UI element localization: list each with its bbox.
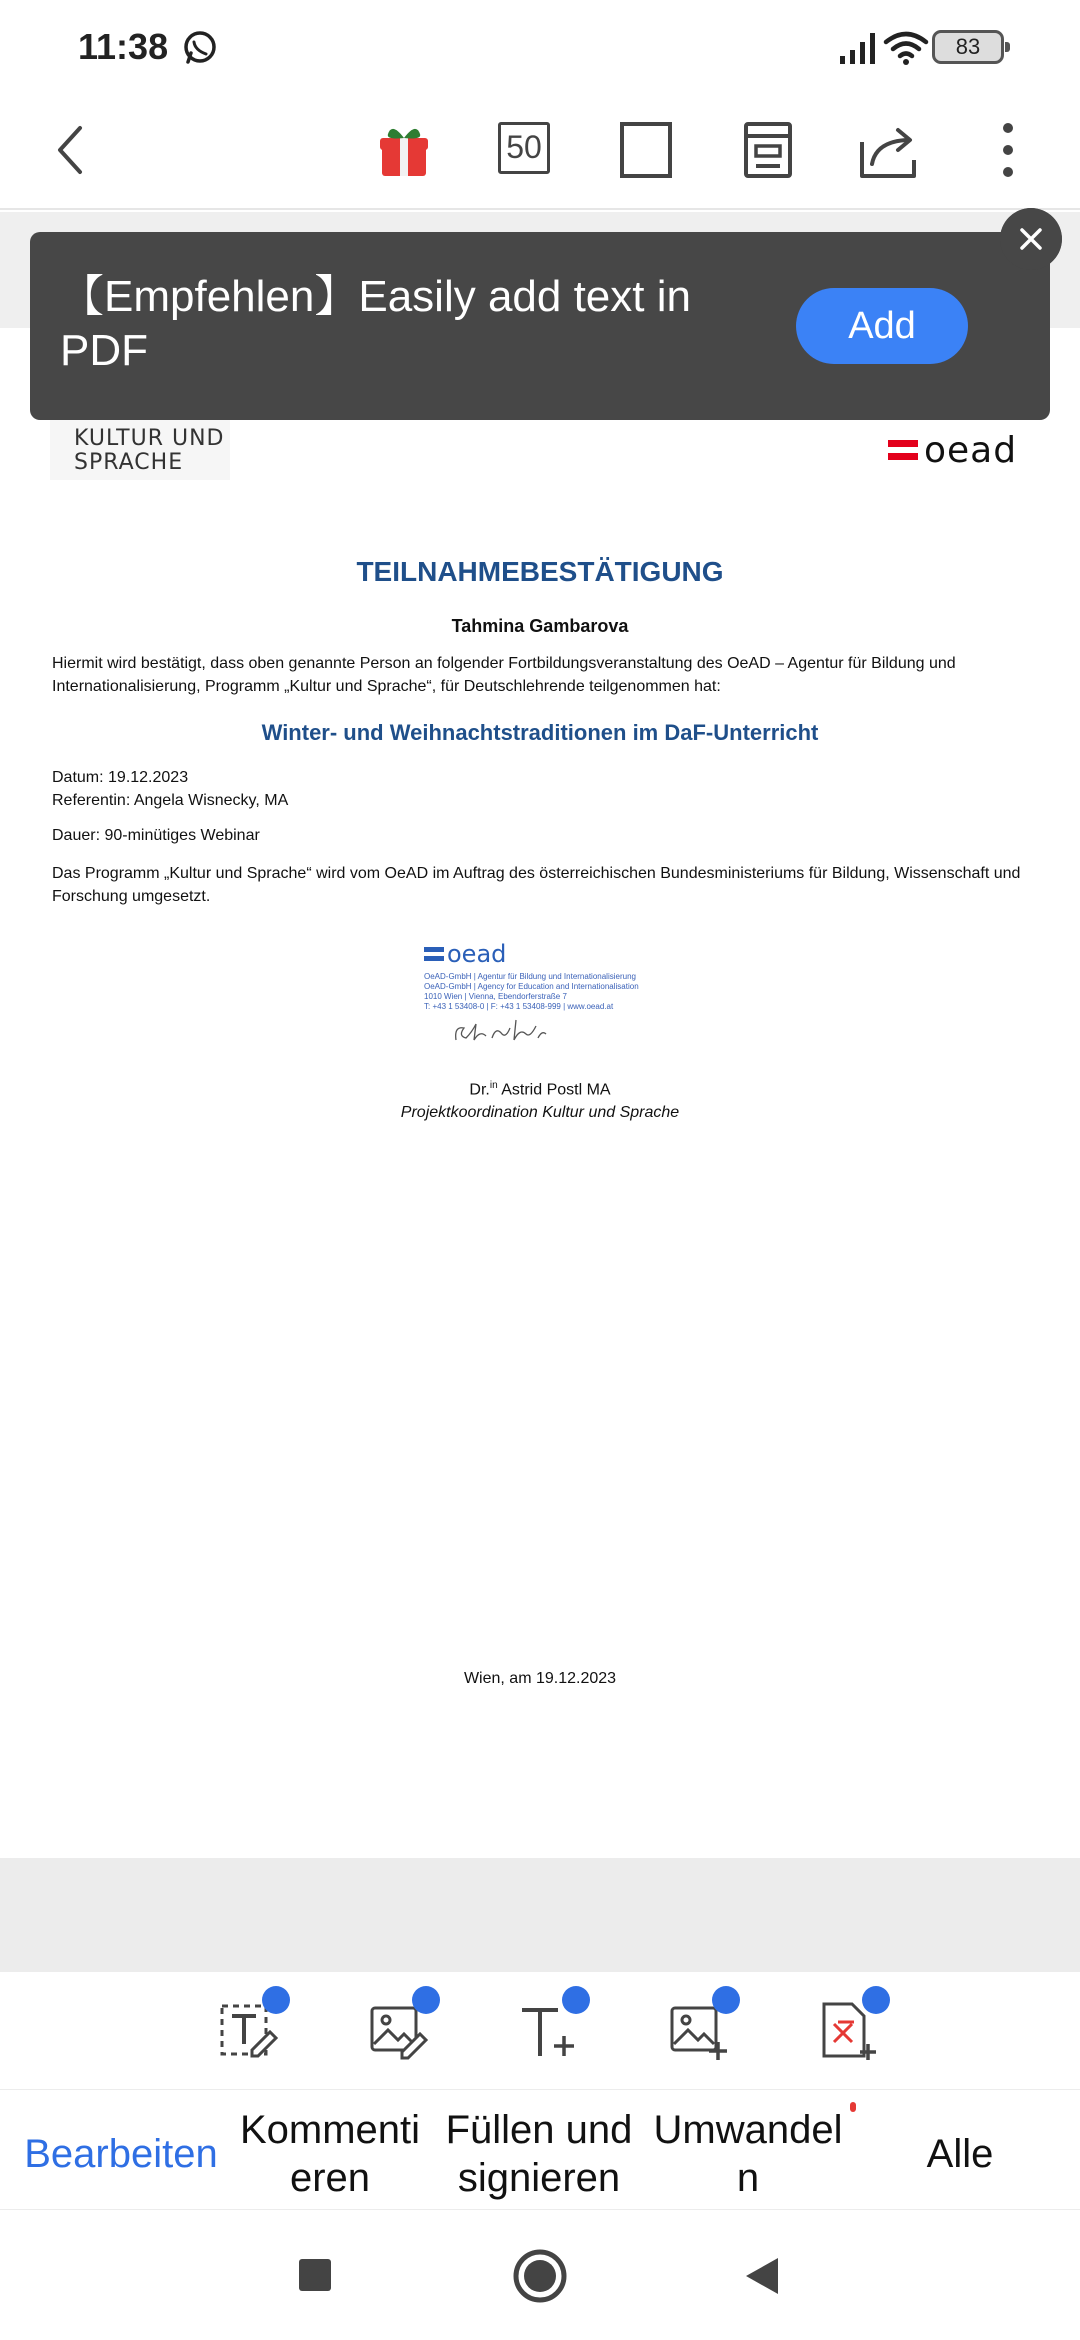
stamp-logo <box>424 940 664 968</box>
upgrade-badge-icon <box>712 1986 740 2014</box>
kultur-und-sprache-logo <box>50 420 230 480</box>
recents-icon[interactable] <box>296 2256 334 2294</box>
back-arrow-icon[interactable] <box>38 116 106 184</box>
upgrade-badge-icon <box>262 1986 290 2014</box>
banner-add-button[interactable]: Add <box>796 288 968 364</box>
reading-mode-icon[interactable] <box>734 116 802 184</box>
event-date: Datum: 19.12.2023 <box>52 769 189 786</box>
signatory-prefix: Dr. <box>469 1081 490 1099</box>
upgrade-badge-icon <box>562 1986 590 2014</box>
recommendation-banner <box>30 232 1050 420</box>
participant-name: Tahmina Gambarova <box>451 616 629 636</box>
handwritten-signature <box>450 1012 550 1048</box>
fullscreen-icon[interactable] <box>612 116 680 184</box>
stamp-line-4: T: +43 1 53408-0 | F: +43 1 53408-999 | www.oead.at <box>424 1002 614 1011</box>
oead-logo-text: oead <box>924 429 1018 471</box>
intro-paragraph: Hiermit wird bestätigt, dass oben genannte Person an folgender Fortbildungsveranstaltung des OeAD – Agentur für Bildung und Internationalisierung, Programm „Kultur und Sprache“, für Deutschlehrende teilgenommen hat: <box>52 655 956 695</box>
oead-logo <box>888 428 1017 472</box>
tab-fuellen-signieren[interactable]: Füllen und signieren <box>445 2108 633 2200</box>
edit-text-tool[interactable] <box>216 1998 280 2062</box>
logo-line-2: SPRACHE <box>74 450 184 475</box>
whatsapp-icon <box>180 28 220 68</box>
signal-icon <box>836 30 886 66</box>
add-page-tool[interactable] <box>816 1998 880 2062</box>
system-nav-bar <box>0 2210 1080 2340</box>
signatory-name <box>0 1080 1080 1099</box>
stamp-line-1: OeAD-GmbH | Agentur für Bildung und Internationalisierung <box>424 972 636 981</box>
signatory-rest: Astrid Postl MA <box>497 1081 611 1099</box>
status-bar <box>0 0 1080 90</box>
status-time: 11:38 <box>78 26 169 67</box>
event-speaker: Referentin: Angela Wisnecky, MA <box>52 792 289 809</box>
edit-image-tool[interactable] <box>366 1998 430 2062</box>
logo-line-1: KULTUR UND <box>74 426 225 451</box>
place-date: Wien, am 19.12.2023 <box>463 1670 617 1687</box>
tab-umwandeln[interactable]: Umwandel n <box>653 2108 843 2200</box>
oead-stamp <box>424 940 664 1050</box>
upgrade-badge-icon <box>412 1986 440 2014</box>
add-text-tool[interactable] <box>516 1998 580 2062</box>
bottom-tab-bar <box>0 2092 1080 2210</box>
upgrade-badge-icon <box>862 1986 890 2014</box>
wifi-icon <box>882 28 930 66</box>
stamp-line-3: 1010 Wien | Vienna, Ebendorferstraße 7 <box>424 992 567 1001</box>
top-toolbar <box>0 90 1080 210</box>
event-title: Winter- und Weihnachtstraditionen im DaF-Unterricht <box>261 720 819 745</box>
page-number-box[interactable]: 50 <box>498 122 550 174</box>
pdf-page[interactable] <box>0 328 1080 1858</box>
tab-bearbeiten[interactable]: Bearbeiten <box>24 2132 218 2176</box>
notification-dot <box>850 2102 856 2112</box>
document-title: TEILNAHMEBESTÄTIGUNG <box>356 556 724 587</box>
edit-tools-row <box>0 1972 1080 2090</box>
close-icon[interactable] <box>1000 208 1062 270</box>
banner-text: 【Empfehlen】Easily add text in PDF <box>60 272 691 375</box>
stamp-flag-icon <box>424 947 444 961</box>
add-image-tool[interactable] <box>666 1998 730 2062</box>
back-nav-icon[interactable] <box>742 2254 782 2298</box>
battery-icon <box>932 30 1004 64</box>
austria-flag-icon <box>888 440 918 460</box>
battery-level: 83 <box>955 34 981 59</box>
gift-icon[interactable] <box>370 116 438 184</box>
tab-kommentieren[interactable]: Kommenti eren <box>239 2108 421 2200</box>
share-icon[interactable] <box>854 116 922 184</box>
signatory-role: Projektkoordination Kultur und Sprache <box>400 1104 680 1121</box>
stamp-text <box>424 972 664 1012</box>
lower-page-gap <box>0 1858 1080 1972</box>
more-options-icon[interactable] <box>974 116 1042 184</box>
tab-alle[interactable]: Alle <box>926 2132 994 2176</box>
program-paragraph: Das Programm „Kultur und Sprache“ wird vom OeAD im Auftrag des österreichischen Bundesministeriums für Bildung, Wissenschaft und Forschung umgesetzt. <box>52 865 1021 905</box>
stamp-line-2: OeAD-GmbH | Agency for Education and Internationalisation <box>424 982 639 991</box>
stamp-logo-text: oead <box>447 940 507 968</box>
home-icon[interactable] <box>512 2248 568 2304</box>
signatory-sup: in <box>489 1080 498 1091</box>
event-duration: Dauer: 90-minütiges Webinar <box>52 827 260 844</box>
